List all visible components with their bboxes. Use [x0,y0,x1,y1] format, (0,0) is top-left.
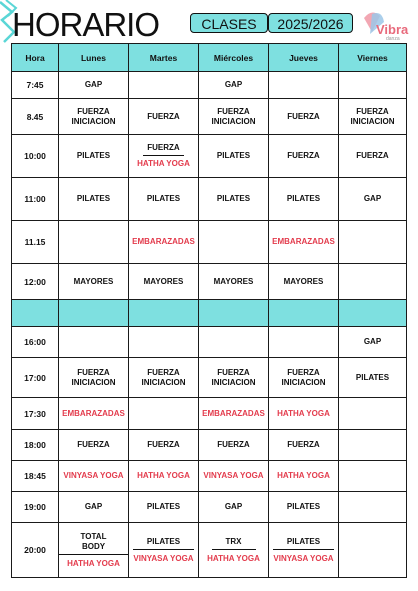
class-name: FUERZA [77,440,110,449]
break-cell [199,300,269,327]
table-row [12,264,407,300]
hour-cell: 17:00 [12,358,59,398]
class-name: PILATES [216,151,251,160]
class-name: GAP [224,502,243,511]
class-name: HATHA YOGA [277,408,330,418]
table-row [12,327,407,358]
break-cell [339,300,407,327]
class-cell [339,99,407,135]
class-name: VINYASA YOGA [133,553,194,563]
class-cell [59,523,129,578]
class-cell [339,492,407,523]
class-cell [339,358,407,398]
table-row [12,523,407,578]
class-name: FUERZA [147,440,180,449]
class-cell [269,135,339,178]
class-name: MAYORES [283,276,324,286]
class-name: VINYASA YOGA [273,553,334,563]
class-cell [199,135,269,178]
class-name: INICIACION [211,377,256,387]
class-name: PILATES [286,502,321,511]
class-cell [339,398,407,430]
class-name: PILATES [133,537,194,550]
logo-text: Vibra [376,22,409,37]
class-cell [129,398,199,430]
class-name: FUERZA [287,367,320,377]
class-cell [339,72,407,99]
column-header: Martes [129,44,199,72]
class-cell [59,221,129,264]
table-header-row [12,44,407,72]
hour-cell: 19:00 [12,492,59,523]
class-name: PILATES [286,194,321,203]
class-name: FUERZA [143,143,183,156]
class-cell [59,264,129,300]
class-cell [339,178,407,221]
column-header: Hora [12,44,59,72]
class-name: FUERZA [147,111,180,121]
class-name: TRX [212,537,256,550]
class-cell [59,327,129,358]
class-cell [269,327,339,358]
class-cell [199,523,269,578]
hour-cell: 8.45 [12,99,59,135]
class-cell [59,430,129,461]
class-name: PILATES [146,502,181,511]
class-cell [59,135,129,178]
class-cell [199,221,269,264]
table-row [12,135,407,178]
class-cell [199,492,269,523]
class-cell [129,221,199,264]
class-name: HATHA YOGA [207,553,260,563]
class-cell [129,178,199,221]
class-name: INICIACION [350,116,395,126]
hour-cell: 18:00 [12,430,59,461]
hour-cell: 18:45 [12,461,59,492]
class-name: HATHA YOGA [67,558,120,568]
class-cell [129,358,199,398]
class-name: PILATES [216,194,251,203]
class-cell [199,99,269,135]
break-cell [129,300,199,327]
class-cell [199,358,269,398]
class-name: FUERZA [147,367,180,377]
table-row [12,99,407,135]
class-cell [269,398,339,430]
logo-subtext: danza [386,36,400,42]
class-name: HATHA YOGA [277,471,330,480]
class-name: FUERZA [217,367,250,377]
class-cell [269,221,339,264]
class-name: MAYORES [73,276,114,286]
class-name: FUERZA [287,111,320,121]
column-header: Miércoles [199,44,269,72]
hour-cell: 17:30 [12,398,59,430]
table-row [12,358,407,398]
class-name: EMBARAZADAS [272,237,335,246]
class-name: TOTAL BODY [59,532,128,555]
class-cell [129,99,199,135]
hour-cell: 11:00 [12,178,59,221]
class-cell [269,358,339,398]
class-cell [339,430,407,461]
class-cell [129,135,199,178]
class-cell [339,221,407,264]
class-name: PILATES [146,194,181,203]
class-cell [129,72,199,99]
class-name: GAP [224,80,243,89]
class-name: INICIACION [211,116,256,126]
class-cell [339,461,407,492]
class-cell [59,398,129,430]
class-cell [129,430,199,461]
class-name: GAP [363,337,382,346]
column-header: Viernes [339,44,407,72]
class-cell [199,327,269,358]
class-cell [199,72,269,99]
class-name: FUERZA [77,367,110,377]
class-name: INICIACION [281,377,326,387]
class-cell [129,264,199,300]
class-cell [59,178,129,221]
class-name: FUERZA [287,440,320,449]
class-name: VINYASA YOGA [203,471,264,480]
column-header: Jueves [269,44,339,72]
class-name: GAP [363,194,382,203]
class-name: MAYORES [143,276,184,286]
class-cell [59,72,129,99]
hour-cell: 11.15 [12,221,59,264]
class-cell [269,430,339,461]
class-cell [129,461,199,492]
schedule-table [11,43,407,578]
class-cell [269,461,339,492]
class-cell [339,327,407,358]
season-label: 2025/2026 [268,13,353,33]
midday-break-row [12,300,407,327]
clases-label: CLASES [190,13,268,33]
class-cell [199,398,269,430]
brand-logo [358,8,414,46]
class-name: EMBARAZADAS [132,237,195,246]
class-name: FUERZA [77,106,110,116]
class-name: FUERZA [287,151,320,160]
class-name: FUERZA [217,106,250,116]
class-cell [59,492,129,523]
hour-cell: 7:45 [12,72,59,99]
class-cell [199,430,269,461]
class-cell [199,264,269,300]
class-name: GAP [84,80,103,89]
class-cell [59,99,129,135]
class-name: HATHA YOGA [137,471,190,480]
class-cell [199,461,269,492]
class-cell [269,523,339,578]
class-cell [269,99,339,135]
class-name: PILATES [355,372,390,382]
break-cell [59,300,129,327]
break-cell [269,300,339,327]
table-row [12,398,407,430]
class-cell [199,178,269,221]
column-header: Lunes [59,44,129,72]
class-cell [59,358,129,398]
class-cell [129,523,199,578]
hour-cell: 20:00 [12,523,59,578]
class-name: PILATES [273,537,334,550]
class-name: MAYORES [213,276,254,286]
class-cell [339,264,407,300]
table-row [12,430,407,461]
class-name: GAP [84,502,103,511]
table-row [12,221,407,264]
class-name: FUERZA [356,151,389,160]
class-name: VINYASA YOGA [63,471,124,480]
hour-cell: 12:00 [12,264,59,300]
class-cell [269,264,339,300]
table-row [12,72,407,99]
class-name: PILATES [76,194,111,203]
page-title: HORARIO [12,6,160,43]
class-cell [129,327,199,358]
class-cell [269,178,339,221]
class-name: INICIACION [71,116,116,126]
class-name: HATHA YOGA [137,159,190,168]
class-cell [339,523,407,578]
class-cell [269,72,339,99]
table-row [12,492,407,523]
class-cell [59,461,129,492]
table-row [12,178,407,221]
class-cell [269,492,339,523]
class-name: INICIACION [141,377,186,387]
class-name: EMBARAZADAS [62,408,125,418]
hour-cell: 16:00 [12,327,59,358]
class-name: PILATES [76,151,111,160]
break-cell [12,300,59,327]
class-name: INICIACION [71,377,116,387]
class-cell [129,492,199,523]
class-name: EMBARAZADAS [202,408,265,418]
class-name: FUERZA [217,440,250,449]
class-cell [339,135,407,178]
table-row [12,461,407,492]
class-name: FUERZA [356,106,389,116]
hour-cell: 10:00 [12,135,59,178]
